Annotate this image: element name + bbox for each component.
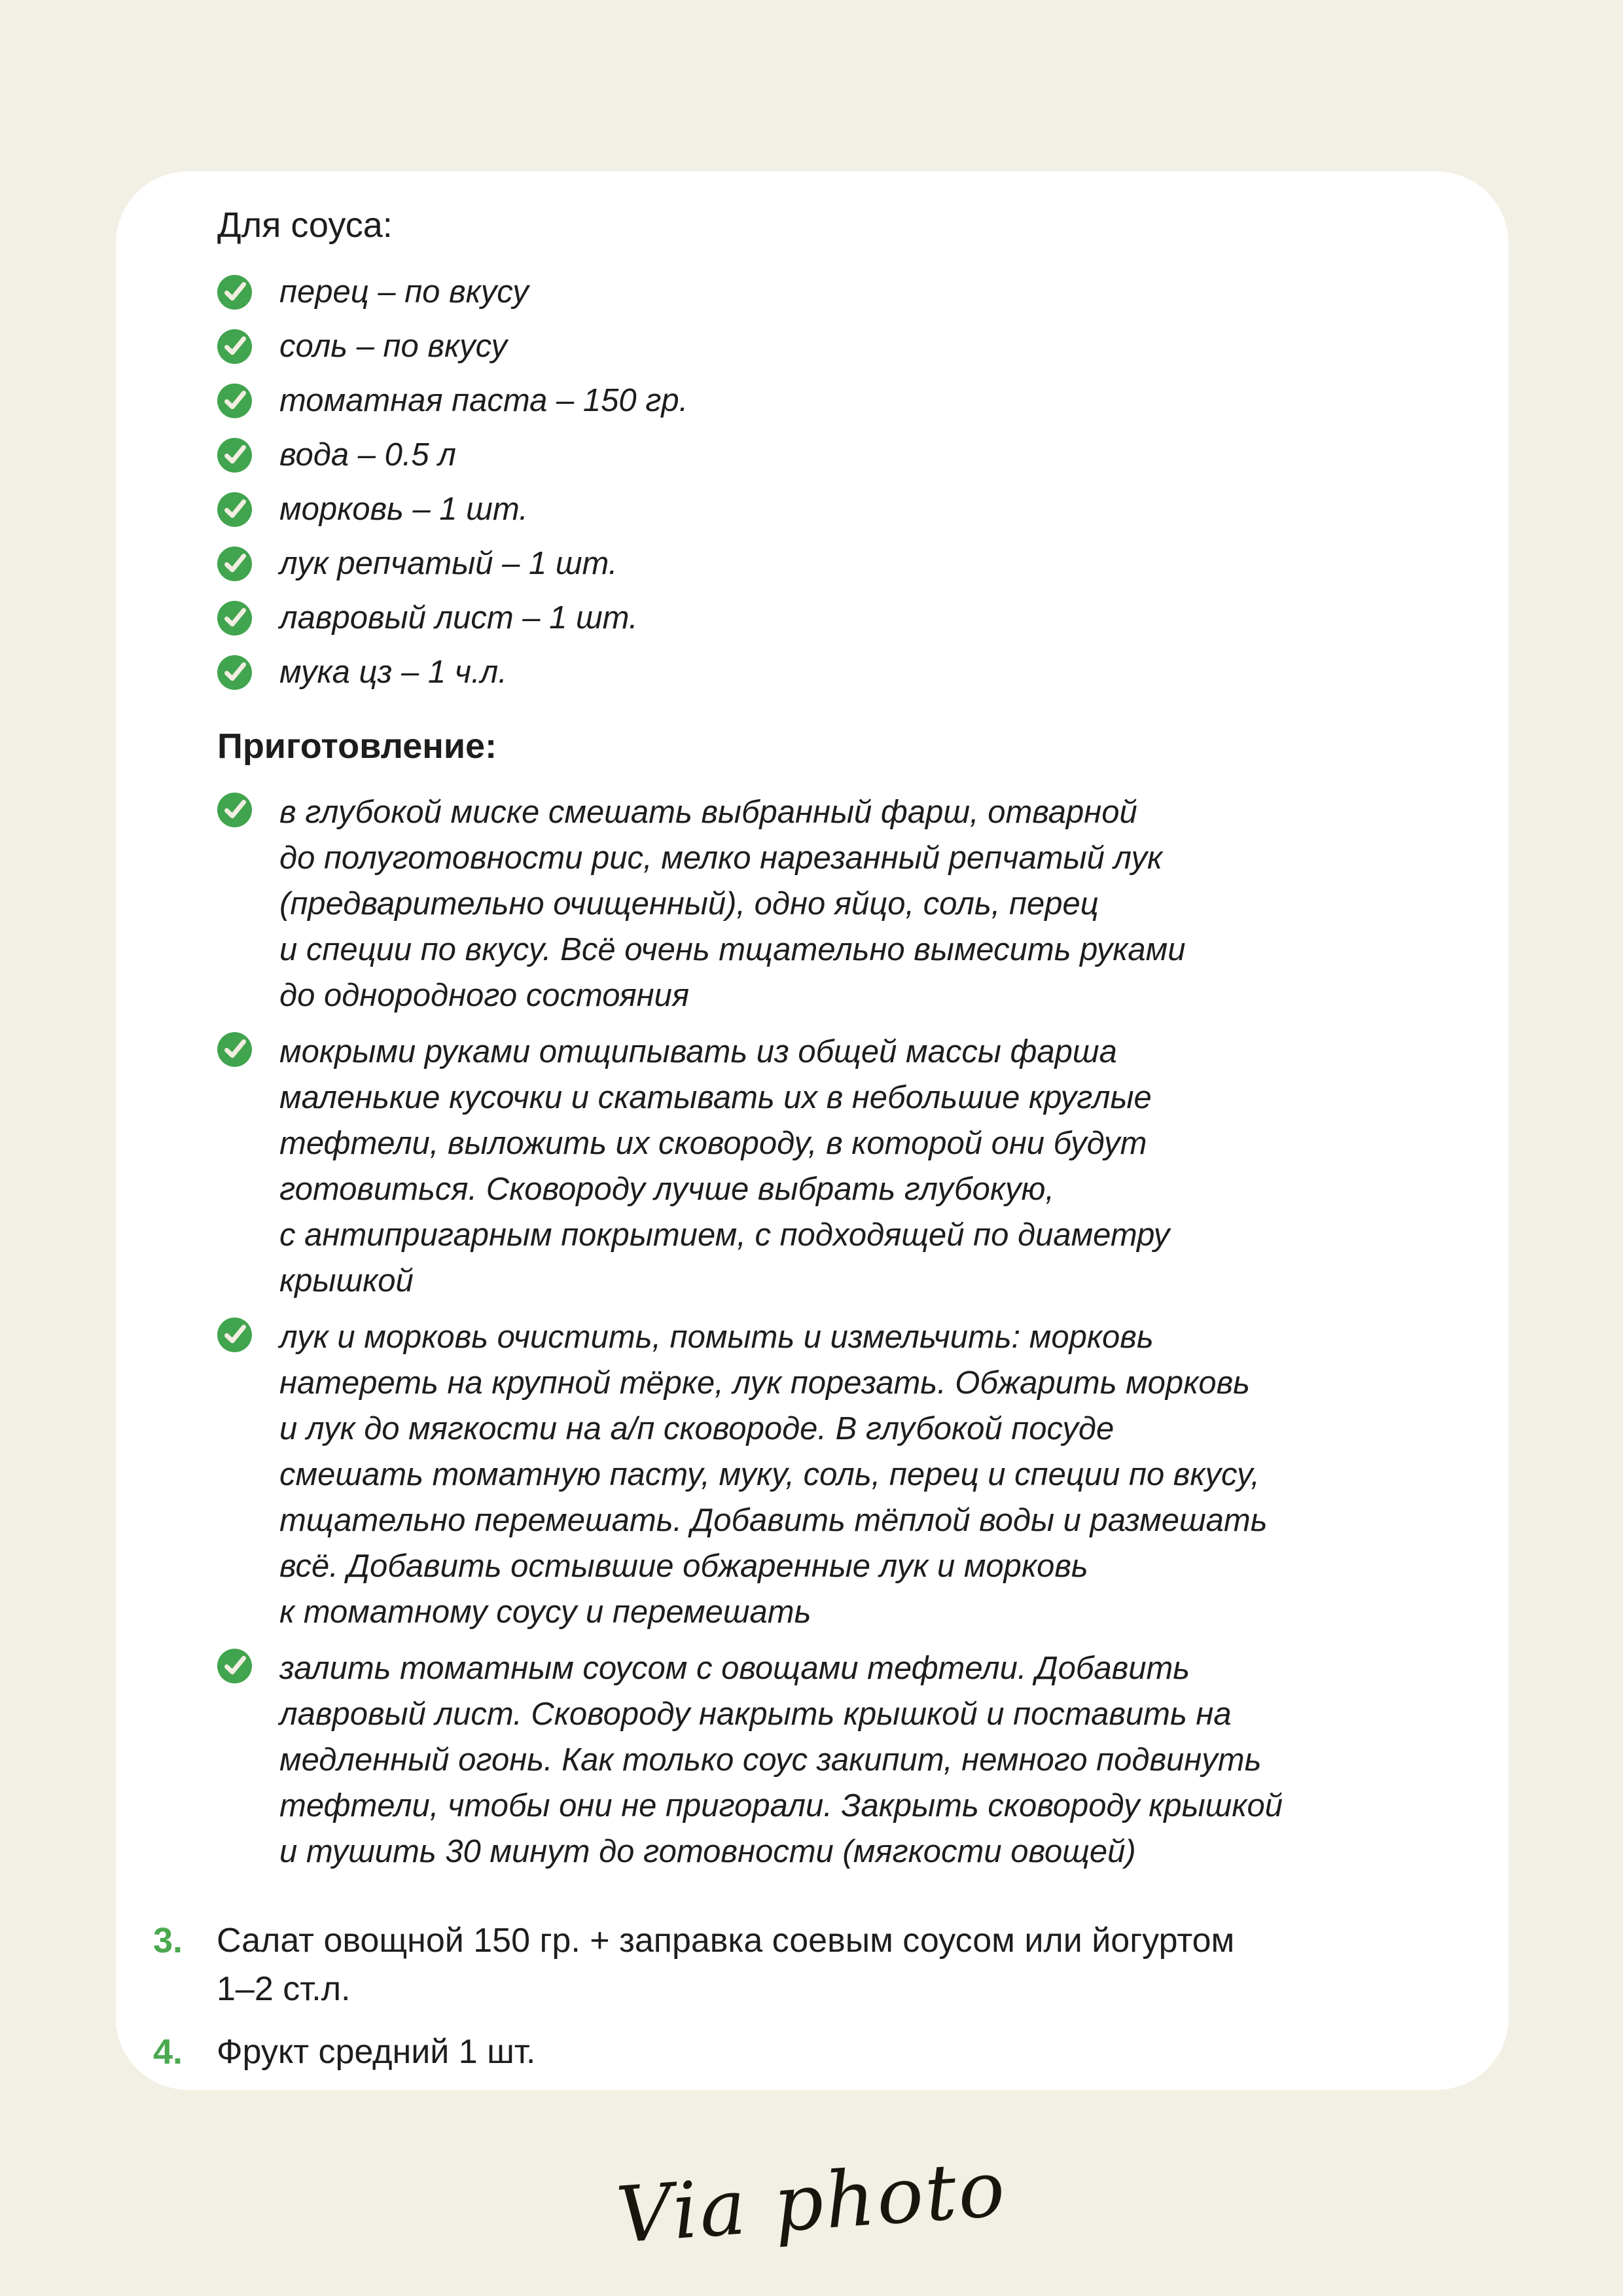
meal-item-line: Салат овощной 150 гр. + заправка соевым соусом или йогуртом [217, 1922, 1235, 1960]
step-line: тефтели, чтобы они не пригорали. Закрыть сковороду крышкой [279, 1788, 1283, 1823]
meal-item-number: 3. [153, 1921, 183, 1960]
check-circle-icon [217, 793, 252, 827]
ingredient-text: морковь – 1 шт. [279, 492, 528, 527]
step-line: готовиться. Сковороду лучше выбрать глубокую, [279, 1172, 1054, 1207]
meal-item-number: 4. [153, 2032, 183, 2072]
meal-item-text [217, 2028, 535, 2076]
step-line: и специи по вкусу. Всё очень тщательно вымесить руками [279, 932, 1186, 967]
ingredient-text: вода – 0.5 л [279, 437, 456, 473]
check-circle-icon [217, 601, 252, 636]
meal-item-line: Фрукт средний 1 шт. [217, 2033, 536, 2071]
ingredient-text: лавровый лист – 1 шт. [279, 600, 638, 636]
step-line: лук и морковь очистить, помыть и измельчить: морковь [279, 1319, 1154, 1355]
meal-item-4 [153, 2028, 1440, 2076]
step-line: смешать томатную пасту, муку, соль, перец и специи по вкусу, [279, 1457, 1260, 1492]
preparation-step [217, 1029, 1440, 1304]
step-line: всё. Добавить остывшие обжаренные лук и морковь [279, 1549, 1088, 1584]
ingredient-item [217, 384, 1440, 418]
step-line: с антипригарным покрытием, с подходящей по диаметру [279, 1217, 1170, 1253]
step-line: натереть на крупной тёрке, лук порезать. Обжарить морковь [279, 1365, 1250, 1401]
preparation-step [217, 789, 1440, 1018]
preparation-step [217, 1645, 1440, 1874]
sauce-section-title: Для соуса: [217, 206, 393, 245]
step-line: до однородного состояния [279, 978, 690, 1013]
step-line: крышкой [279, 1263, 414, 1299]
meal-item-line: 1–2 ст.л. [217, 1970, 351, 2008]
step-text [279, 1029, 1169, 1304]
ingredient-text: соль – по вкусу [279, 329, 508, 364]
check-circle-icon [217, 655, 252, 690]
step-line: в глубокой миске смешать выбранный фарш, отварной [279, 795, 1137, 830]
step-line: до полуготовности рис, мелко нарезанный репчатый лук [279, 840, 1163, 876]
step-line: тщательно перемешать. Добавить тёплой воды и размешать [279, 1503, 1268, 1538]
ingredient-item [217, 601, 1440, 636]
ingredient-item [217, 655, 1440, 690]
sauce-section [217, 204, 1440, 1874]
step-line: тефтели, выложить их сковороду, в которой они будут [279, 1126, 1147, 1161]
ingredient-item [217, 492, 1440, 527]
check-circle-icon [217, 1032, 252, 1067]
step-line: к томатному соусу и перемешать [279, 1594, 812, 1630]
check-circle-icon [217, 438, 252, 473]
step-line: залить томатным соусом с овощами тефтели. Добавить [279, 1651, 1190, 1686]
ingredient-item [217, 438, 1440, 473]
step-line: и тушить 30 минут до готовности (мягкости овощей) [279, 1834, 1136, 1869]
preparation-step [217, 1314, 1440, 1635]
check-circle-icon [217, 1318, 252, 1352]
step-text [279, 789, 1185, 1018]
step-text [279, 1314, 1268, 1635]
check-circle-icon [217, 492, 252, 527]
check-circle-icon [217, 329, 252, 364]
check-circle-icon [217, 1649, 252, 1683]
step-line: маленькие кусочки и скатывать их в небольшие круглые [279, 1080, 1152, 1115]
ingredient-item [217, 329, 1440, 364]
ingredient-item [217, 275, 1440, 310]
step-line: (предварительно очищенный), одно яйцо, соль, перец [279, 886, 1099, 922]
meal-item-3 [153, 1916, 1440, 2013]
step-line: медленный огонь. Как только соус закипит, немного подвинуть [279, 1742, 1262, 1778]
ingredient-text: перец – по вкусу [279, 274, 529, 310]
check-circle-icon [217, 275, 252, 310]
ingredient-text: мука цз – 1 ч.л. [279, 655, 507, 690]
step-line: мокрыми руками отщипывать из общей массы фарша [279, 1034, 1117, 1069]
step-text [279, 1645, 1283, 1874]
via-photo-signature: Via photo [613, 2143, 1010, 2261]
ingredient-text: лук репчатый – 1 шт. [279, 546, 618, 581]
step-line: и лук до мягкости на а/п сковороде. В глубокой посуде [279, 1411, 1115, 1446]
check-circle-icon [217, 384, 252, 418]
meal-item-text [217, 1916, 1234, 2013]
check-circle-icon [217, 547, 252, 581]
ingredient-text: томатная паста – 150 гр. [279, 383, 688, 418]
ingredient-item [217, 547, 1440, 581]
preparation-section-title: Приготовление: [217, 726, 497, 766]
step-line: лавровый лист. Сковороду накрыть крышкой и поставить на [279, 1696, 1232, 1732]
recipe-card [116, 171, 1508, 2090]
